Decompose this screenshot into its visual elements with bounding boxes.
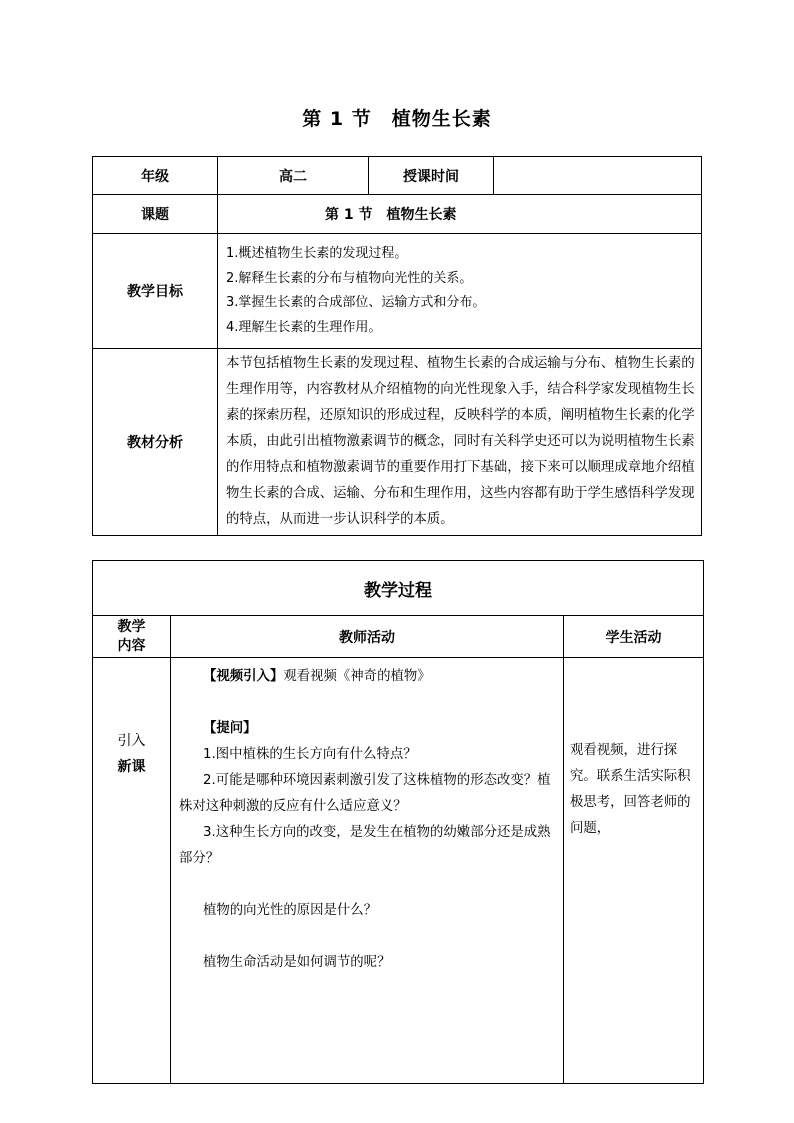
content-column-header: 教学 内容 — [93, 616, 171, 658]
process-heading: 教学过程 — [93, 561, 704, 616]
goals-label: 教学目标 — [93, 234, 218, 349]
teacher-column-header: 教师活动 — [171, 616, 564, 658]
section-label: 引入 新课 — [93, 658, 171, 1084]
analysis-text: 本节包括植物生长素的发现过程、植物生长素的合成运输与分布、植物生长素的生理作用等，内容教材从介绍植物的向光性现象入手，结合科学家发现植物生长素的探索历程，还原知识的形成过程，反映科学的本质，阐明植物生长素的化学本质，由此引出植物激素调节的概念，同时有关科学史还可以为说明植物生长素的作用特点和植物激素调节的重要作用打下基础，接下来可以顺理成章地介绍植物生长素的合成、运输、分布和生理作用，这些内容都有助于学生感悟科学发现的特点，从而进一步认识科学的本质。 — [218, 349, 702, 536]
student-column-header: 学生活动 — [564, 616, 704, 658]
student-activity: 观看视频，进行探究。联系生活实际积极思考，回答老师的问题， — [564, 658, 704, 1084]
topic-value: 第 1 节 植物生长素 — [218, 195, 702, 234]
question-3: 3.这种生长方向的改变，是发生在植物的幼嫩部分还是成熟部分？ — [179, 825, 551, 866]
goals-list — [218, 234, 702, 349]
goal-item: 1.概述植物生长素的发现过程。 — [226, 246, 408, 261]
time-label: 授课时间 — [369, 157, 494, 195]
video-intro: 【视频引入】观看视频《神奇的植物》 — [203, 669, 431, 684]
grade-label: 年级 — [93, 157, 218, 195]
goal-item: 4.理解生长素的生理作用。 — [226, 319, 382, 335]
time-value — [494, 157, 702, 195]
teacher-activity — [171, 658, 564, 1084]
question-tag: 【提问】 — [203, 721, 257, 736]
lesson-info-table — [92, 156, 702, 536]
question-5: 植物生命活动是如何调节的呢？ — [203, 955, 391, 970]
analysis-label: 教材分析 — [93, 349, 218, 536]
page-title: 第 1 节 植物生长素 — [302, 108, 492, 130]
goal-item: 3.掌握生长素的合成部位、运输方式和分布。 — [226, 295, 486, 310]
question-2: 2.可能是哪种环境因素刺激引发了这株植物的形态改变？植株对这种刺激的反应有什么适应意义？ — [179, 773, 551, 814]
goal-item: 2.解释生长素的分布与植物向光性的关系。 — [226, 270, 473, 286]
grade-value: 高二 — [218, 157, 369, 195]
teaching-process-table — [92, 560, 704, 1084]
topic-label: 课题 — [93, 195, 218, 234]
question-1: 1.图中植株的生长方向有什么特点？ — [203, 747, 417, 762]
question-4: 植物的向光性的原因是什么？ — [203, 903, 378, 918]
